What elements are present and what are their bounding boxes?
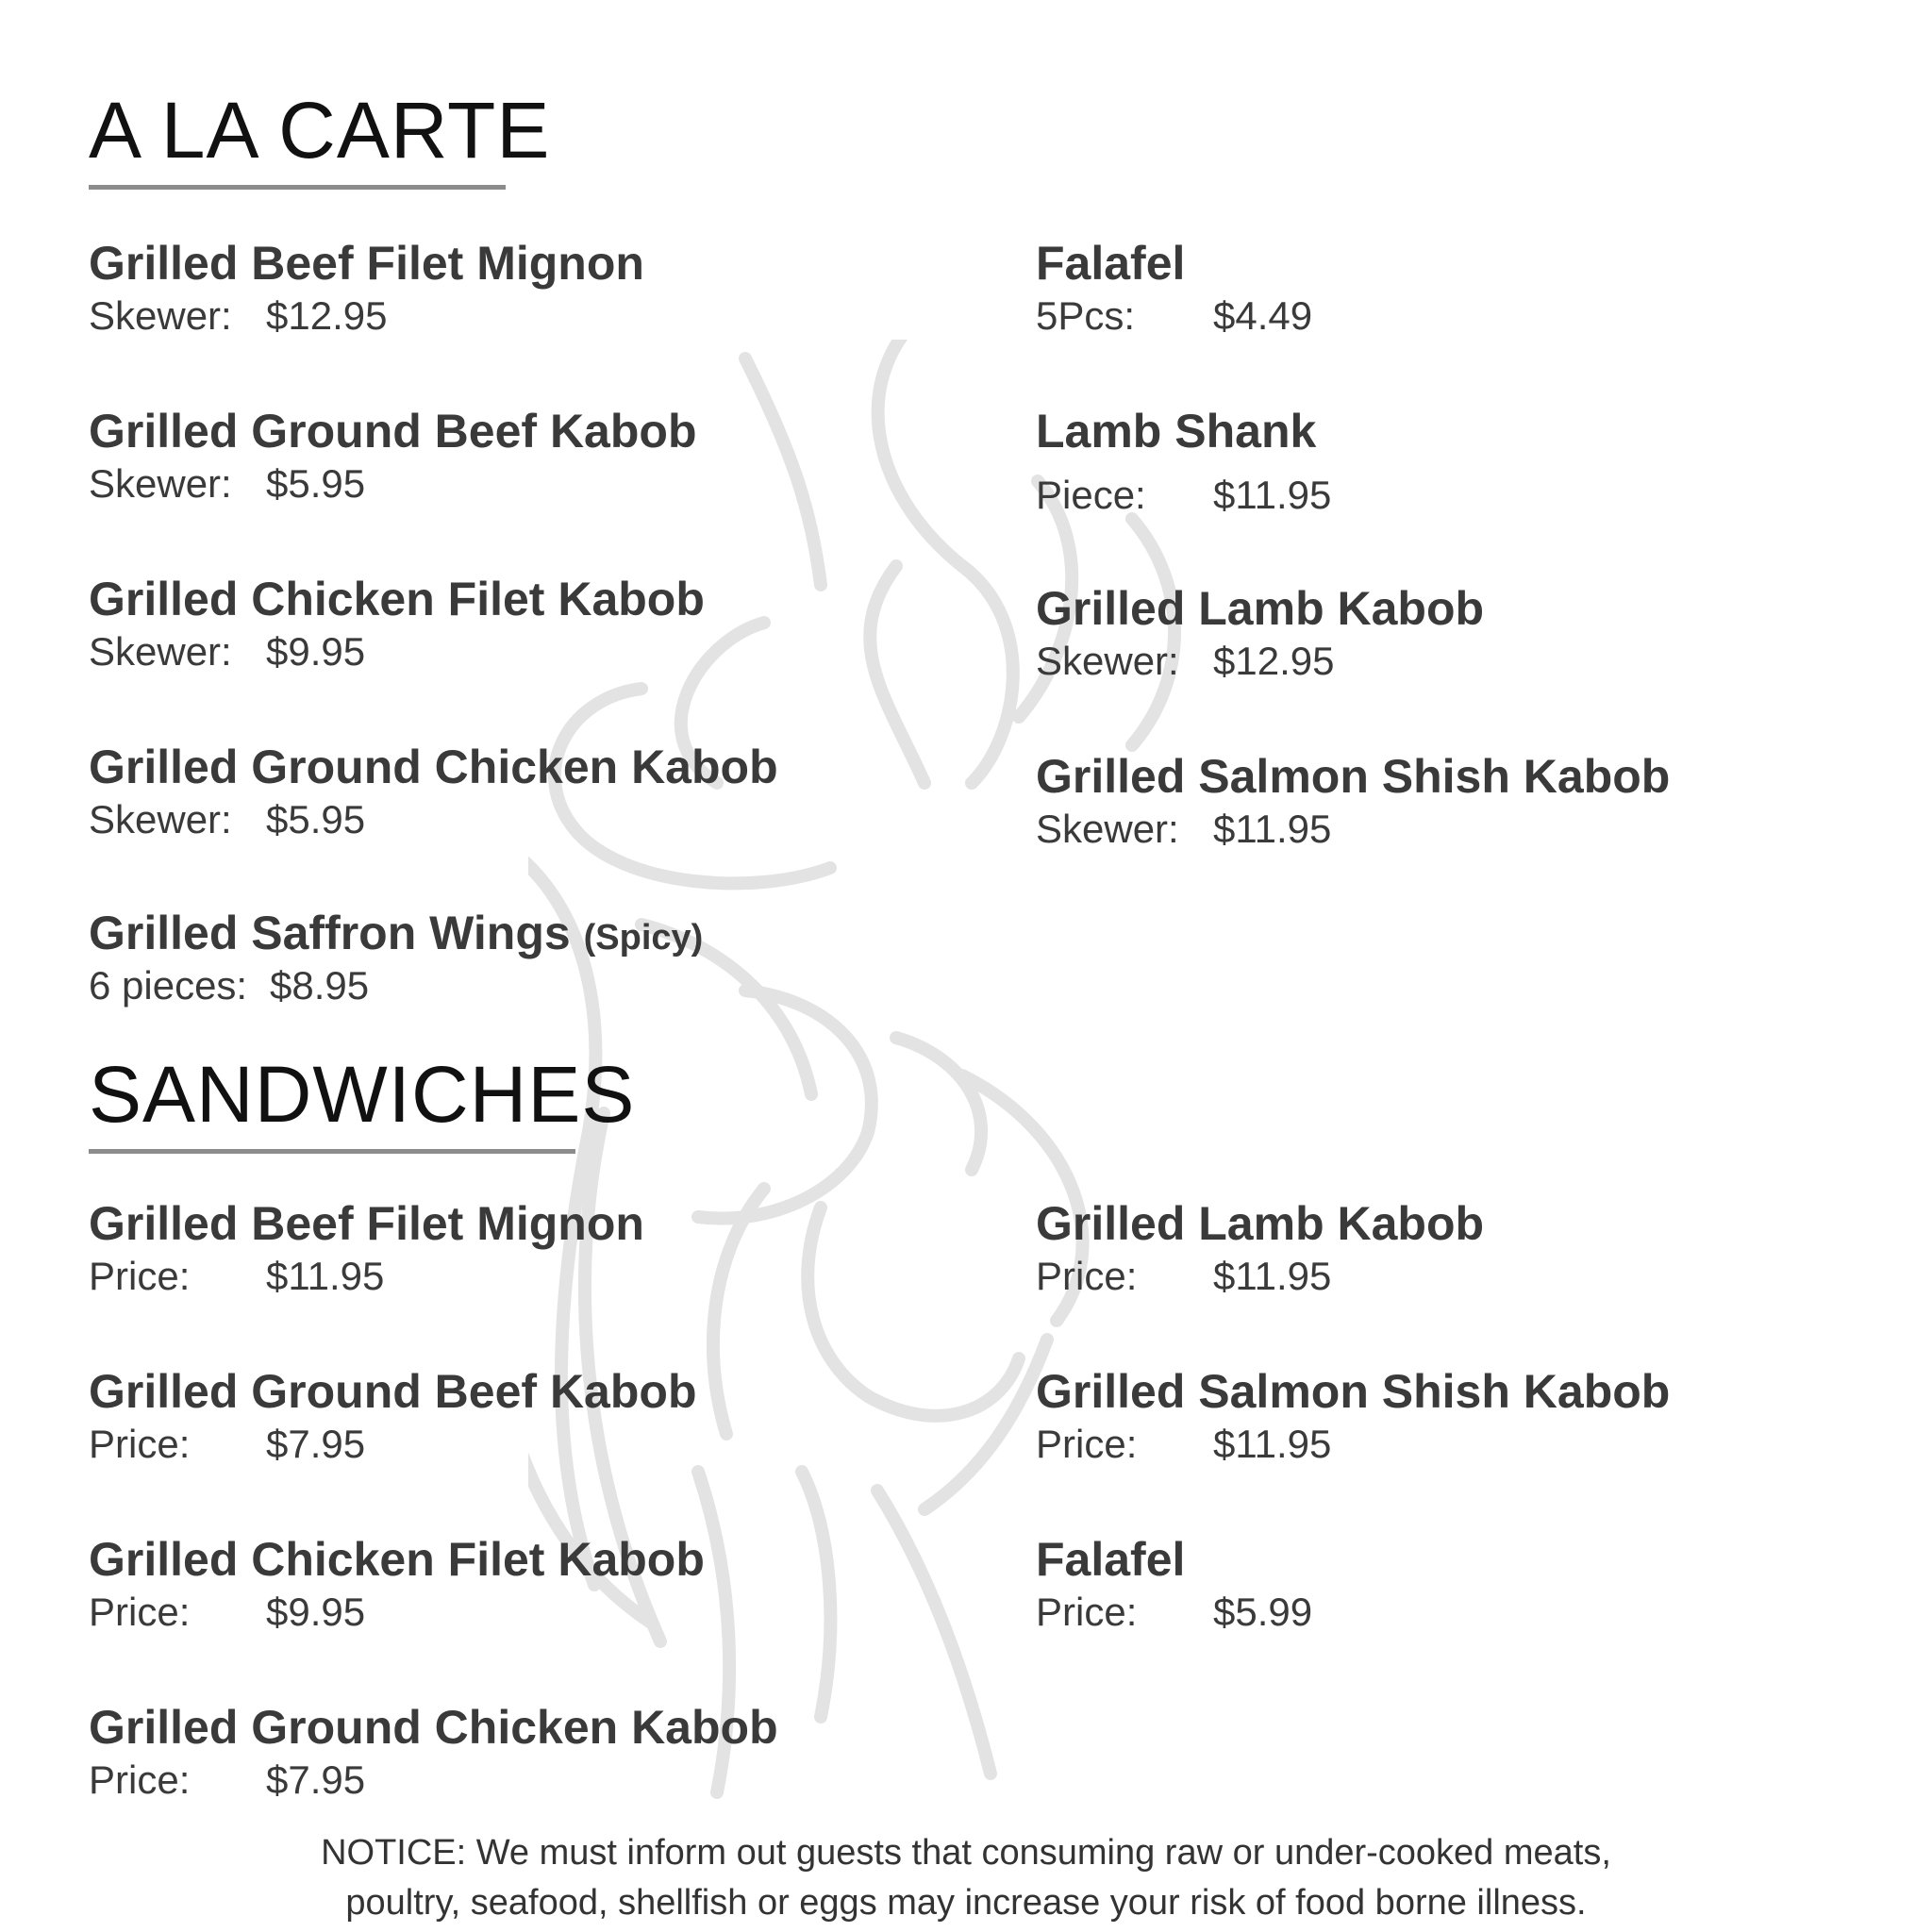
menu-item [89, 1197, 644, 1298]
item-name: Grilled Lamb Kabob [1036, 582, 1485, 635]
price-label: Price: [1036, 1254, 1138, 1298]
price-value: $7.95 [266, 1757, 366, 1802]
item-price-row [1036, 1592, 1312, 1632]
item-price-row [1036, 475, 1331, 515]
item-name-text: Grilled Saffron Wings [89, 907, 571, 959]
item-price-row [1036, 1424, 1670, 1464]
price-label: Piece: [1036, 473, 1146, 517]
item-price-row [89, 1424, 696, 1464]
price-label: Skewer: [1036, 807, 1179, 851]
price-value: $5.95 [266, 461, 366, 506]
item-name: Grilled Salmon Shish Kabob [1036, 1365, 1671, 1418]
price-label: Price: [89, 1590, 191, 1634]
item-price-row [89, 629, 705, 674]
price-label: Skewer: [89, 629, 232, 674]
price-label: Skewer: [1036, 639, 1179, 683]
item-price-row [89, 1757, 778, 1802]
price-label: Price: [89, 1254, 191, 1298]
item-name: Grilled Ground Chicken Kabob [89, 1701, 778, 1754]
price-label: Skewer: [89, 293, 232, 338]
menu-item [1036, 582, 1485, 683]
price-label: Price: [89, 1757, 191, 1802]
menu-item [1036, 1365, 1671, 1466]
item-name: Grilled Salmon Shish Kabob [1036, 750, 1671, 803]
price-value: $9.95 [266, 629, 366, 674]
item-name: Grilled Beef Filet Mignon [89, 237, 644, 290]
item-price-row [89, 461, 696, 506]
item-name: Lamb Shank [1036, 405, 1317, 458]
menu-item [89, 1533, 705, 1634]
item-spicy-note: (Spicy) [583, 918, 704, 958]
price-label: Price: [1036, 1422, 1138, 1466]
menu-item [89, 909, 703, 1006]
price-value: $11.95 [1213, 1422, 1332, 1466]
section-divider [89, 185, 506, 190]
price-label: Price: [1036, 1590, 1138, 1634]
food-safety-notice [0, 1828, 1932, 1928]
item-price-row [1036, 641, 1484, 681]
item-price-row [89, 1592, 705, 1632]
price-value: $11.95 [1213, 1254, 1332, 1298]
menu-item [1036, 405, 1332, 517]
menu-item [89, 575, 705, 672]
item-name: Grilled Chicken Filet Kabob [89, 573, 705, 625]
menu-item [89, 1701, 778, 1802]
price-value: $5.95 [266, 797, 366, 841]
item-name: Grilled Lamb Kabob [1036, 1197, 1485, 1250]
section-title-a-la-carte: A LA CARTE [89, 86, 551, 175]
item-price-row [89, 797, 778, 841]
menu-item [1036, 750, 1671, 851]
price-value: $12.95 [1213, 639, 1335, 683]
price-value: $5.99 [1213, 1590, 1313, 1634]
item-name: Grilled Ground Chicken Kabob [89, 741, 778, 793]
price-value: $8.95 [270, 963, 370, 1008]
menu-item [89, 405, 697, 506]
price-label: Skewer: [89, 461, 232, 506]
item-name: Grilled Ground Beef Kabob [89, 1365, 697, 1418]
item-price-row [1036, 809, 1670, 849]
item-price-row [1036, 1254, 1484, 1298]
price-label: Price: [89, 1422, 191, 1466]
price-value: $12.95 [266, 293, 388, 338]
menu-item [89, 743, 778, 840]
price-value: $4.49 [1213, 293, 1313, 338]
item-price-row [1036, 293, 1313, 338]
item-price-row [89, 293, 644, 338]
price-value: $11.95 [266, 1254, 385, 1298]
price-value: $11.95 [1213, 473, 1332, 517]
item-name: Grilled Beef Filet Mignon [89, 1197, 644, 1250]
menu-item [1036, 1533, 1313, 1634]
item-name: Grilled Ground Beef Kabob [89, 405, 697, 458]
menu-item [1036, 1197, 1485, 1298]
section-divider [89, 1149, 575, 1154]
item-name: Grilled Chicken Filet Kabob [89, 1533, 705, 1586]
item-name: Falafel [1036, 1533, 1186, 1586]
section-title-sandwiches: SANDWICHES [89, 1050, 636, 1139]
notice-line: poultry, seafood, shellfish or eggs may increase your risk of food borne illness. [345, 1883, 1587, 1923]
price-label: 5Pcs: [1036, 293, 1136, 338]
price-value: $7.95 [266, 1422, 366, 1466]
item-name: Falafel [1036, 237, 1186, 290]
notice-line: NOTICE: We must inform out guests that consuming raw or under-cooked meats, [321, 1833, 1611, 1873]
menu-item [89, 237, 644, 338]
item-name [89, 909, 703, 957]
item-price-row [89, 1254, 644, 1298]
item-price-row [89, 963, 703, 1008]
price-label: 6 pieces: [89, 963, 248, 1008]
price-value: $9.95 [266, 1590, 366, 1634]
price-value: $11.95 [1213, 807, 1332, 851]
price-label: Skewer: [89, 797, 232, 841]
menu-item [1036, 237, 1313, 338]
menu-item [89, 1365, 697, 1466]
